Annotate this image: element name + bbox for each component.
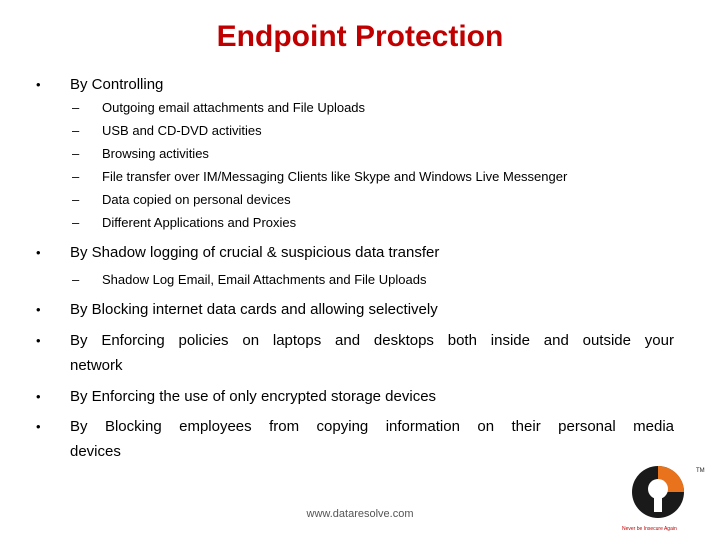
dash-marker: – (72, 272, 80, 287)
main-bullet-enforcing-policies: By Enforcing policies on laptops and desktops both inside and outside your (70, 332, 674, 349)
footer-url: www.dataresolve.com (306, 508, 414, 520)
main-bullet-continuation: devices (70, 443, 121, 460)
bullet-marker: • (36, 245, 41, 260)
sub-bullet: Outgoing email attachments and File Uploads (102, 100, 366, 115)
sub-bullet: Data copied on personal devices (102, 192, 291, 207)
dash-marker: – (72, 192, 80, 207)
dash-marker: – (72, 169, 80, 184)
sub-bullet: Browsing activities (102, 146, 209, 161)
keyhole-logo-icon (632, 466, 684, 518)
main-bullet-blocking-employees: By Blocking employees from copying information on their personal media (70, 418, 674, 435)
bullet-marker: • (36, 419, 41, 434)
logo-tagline: Never be Insecure Again (622, 526, 677, 532)
main-bullet-encrypted-storage: By Enforcing the use of only encrypted storage devices (70, 388, 437, 405)
dash-marker: – (72, 123, 80, 138)
dash-marker: – (72, 215, 80, 230)
main-bullet-shadow-logging: By Shadow logging of crucial & suspicious data transfer (70, 244, 440, 261)
dash-marker: – (72, 100, 80, 115)
main-bullet-continuation: network (70, 357, 123, 374)
trademark-mark: TM (696, 468, 705, 474)
sub-bullet: File transfer over IM/Messaging Clients like Skype and Windows Live Messenger (102, 169, 568, 184)
bullet-marker: • (36, 389, 41, 404)
bullet-marker: • (36, 333, 41, 348)
sub-bullet: Shadow Log Email, Email Attachments and File Uploads (102, 272, 427, 287)
sub-bullet: Different Applications and Proxies (102, 215, 297, 230)
main-bullet-blocking-data-cards: By Blocking internet data cards and allowing selectively (70, 301, 438, 318)
dash-marker: – (72, 146, 80, 161)
company-logo (620, 462, 714, 534)
bullet-marker: • (36, 302, 41, 317)
page-title: Endpoint Protection (216, 20, 504, 53)
sub-bullet: USB and CD-DVD activities (102, 123, 262, 138)
main-bullet-controlling: By Controlling (70, 76, 164, 93)
bullet-marker: • (36, 77, 41, 92)
